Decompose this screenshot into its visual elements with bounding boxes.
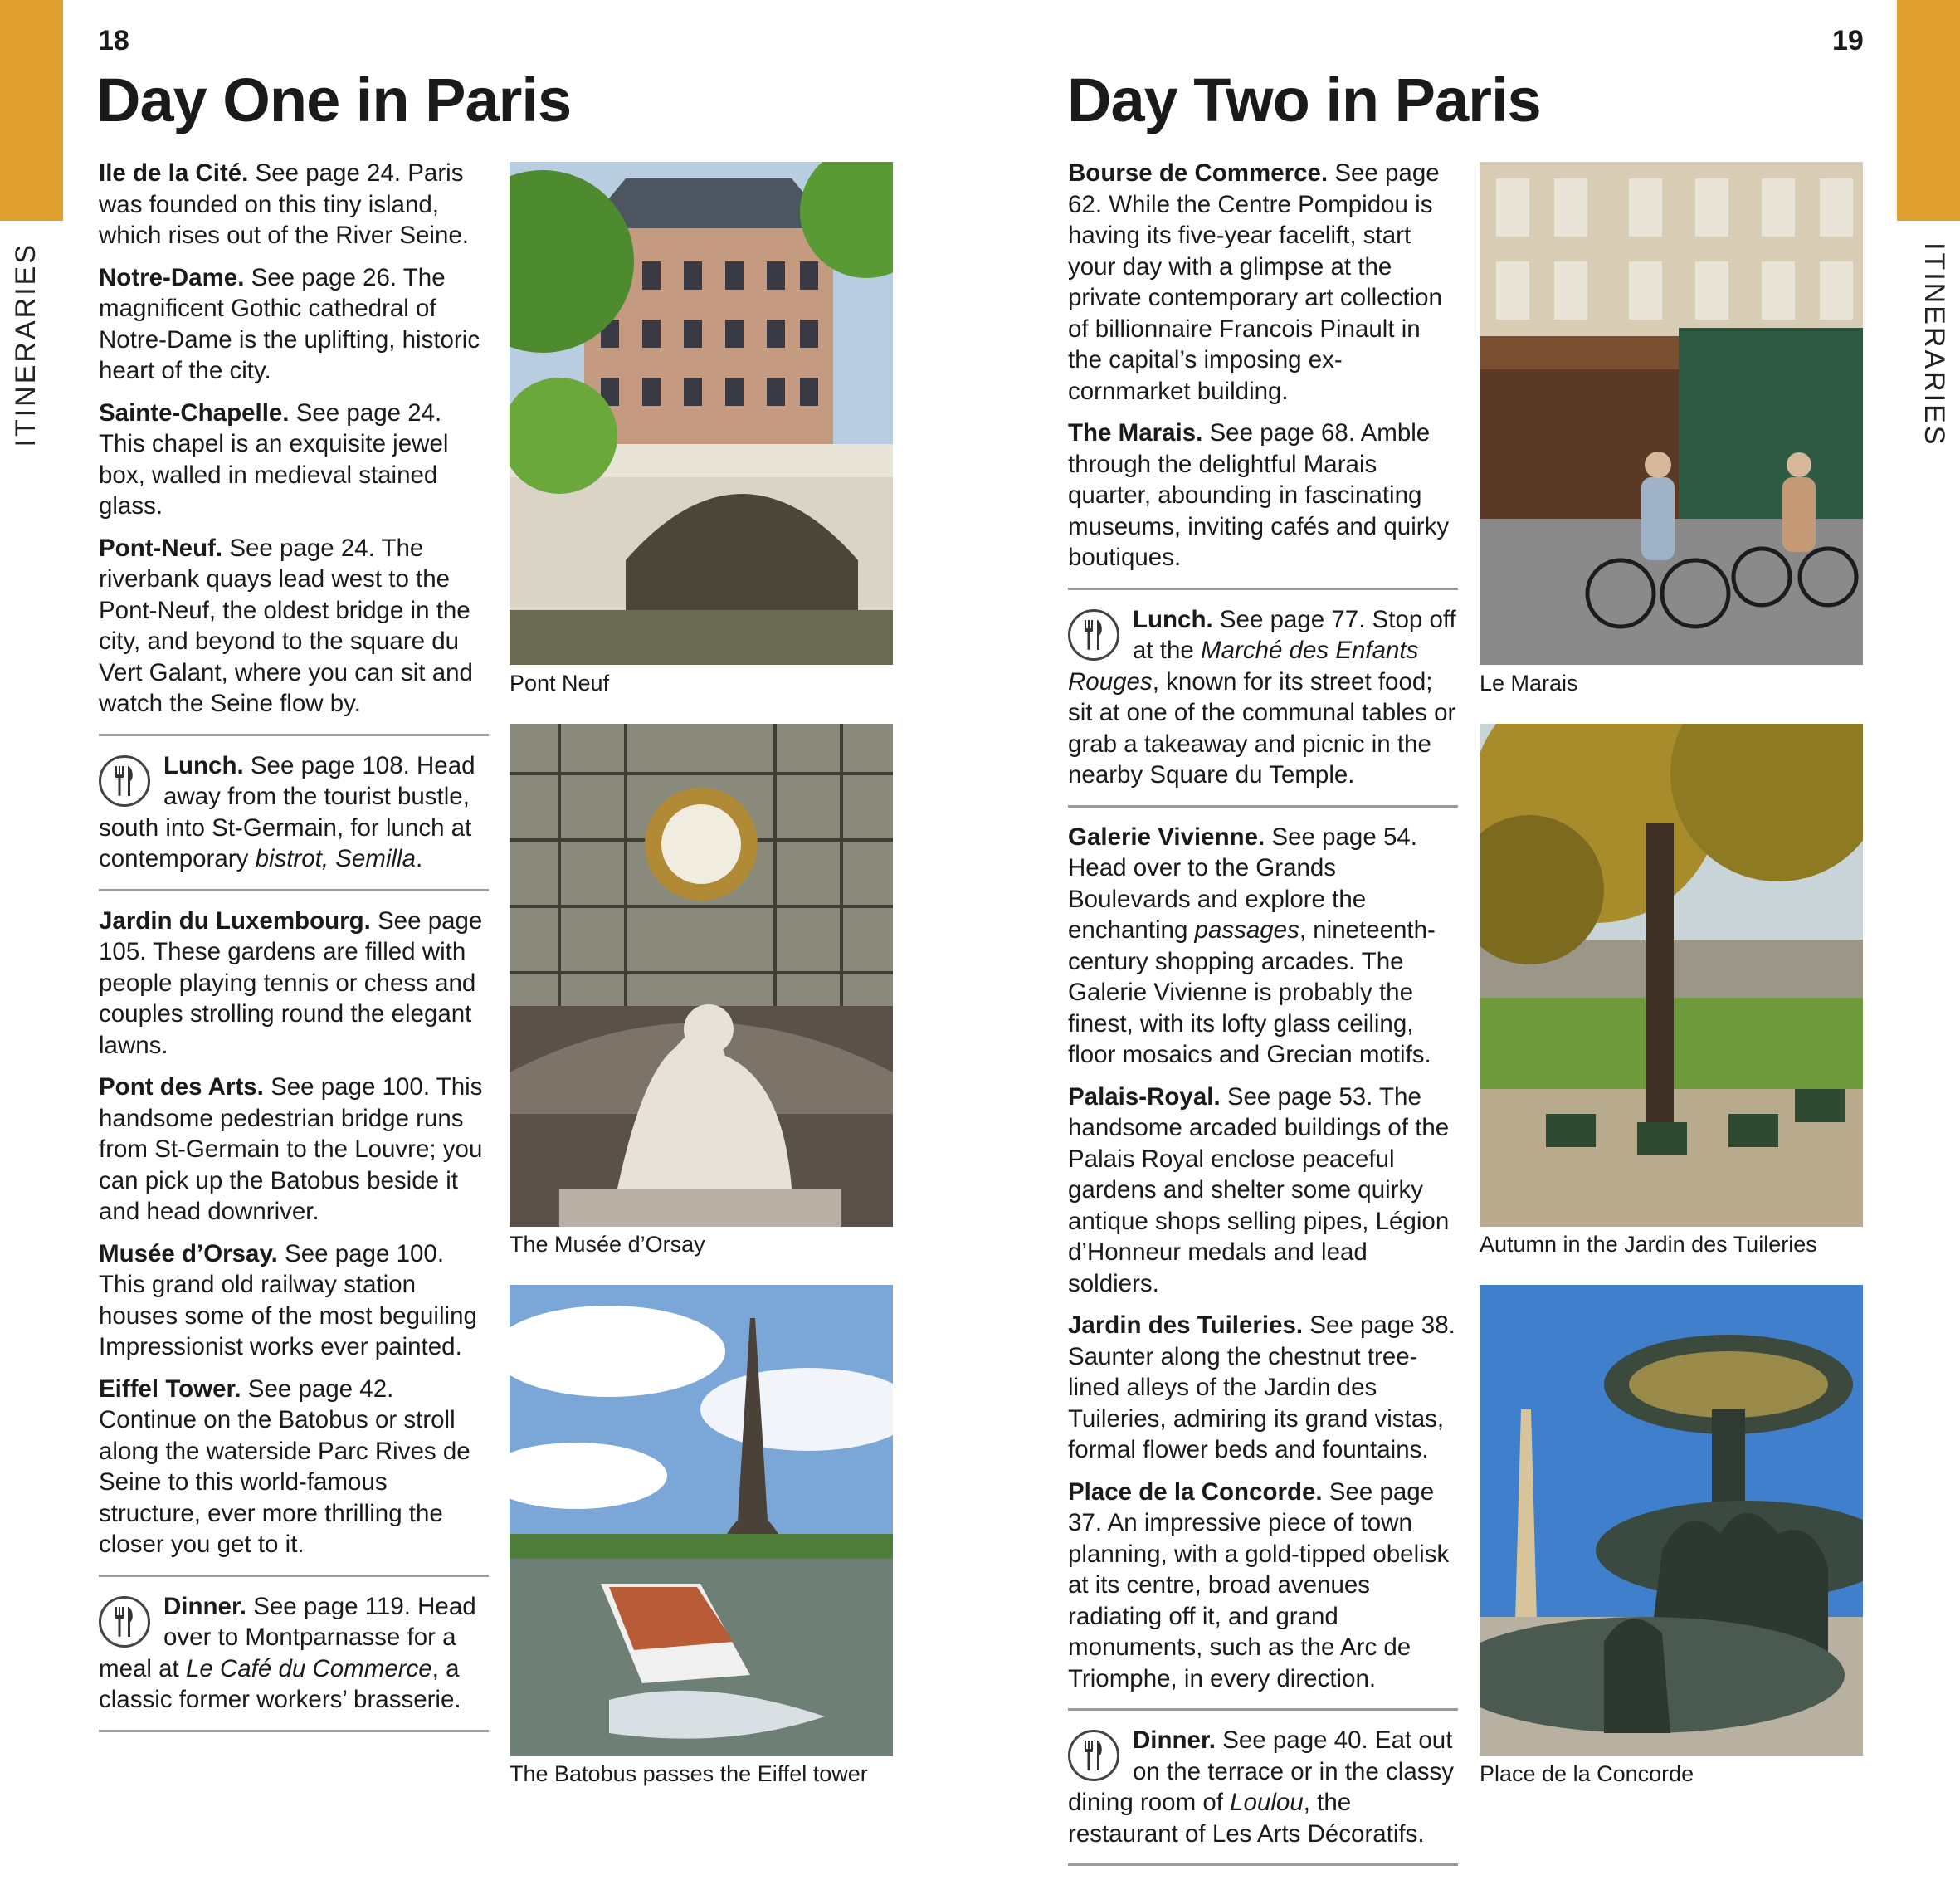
cutlery-icon xyxy=(1068,609,1119,661)
divider xyxy=(99,734,489,736)
photo-le-marais xyxy=(1480,162,1863,665)
lunch-box-left: Lunch. See page 108. Head away from the tourist bustle, south into St-Germain, for lunch at contemporary bistrot, Semilla. xyxy=(99,751,475,872)
dinner-box-right: Dinner. See page 40. Eat out on the terrace or in the classy dining room of Loulou, the restaurant of Les Arts Décoratifs. xyxy=(1068,1726,1454,1848)
entry-bourse-de-commerce: Bourse de Commerce. See page 62. While the Centre Pompidou is having its five-year facelift, start your day with a glimpse at the private contemporary art collection of billionnaire Francois Pinault in the capital’s imposing ex-cornmarket building. xyxy=(1068,159,1442,405)
photo-place-de-la-concorde xyxy=(1480,1285,1863,1756)
caption-eiffel-batobus: The Batobus passes the Eiffel tower xyxy=(510,1761,868,1786)
caption-jardin-des-tuileries: Autumn in the Jardin des Tuileries xyxy=(1480,1232,1817,1257)
entry-musee-dorsay: Musée d’Orsay. See page 100. This grand old railway station houses some of the most beguiling Impressionist works ever painted. xyxy=(99,1239,477,1360)
entry-jardin-du-luxembourg: Jardin du Luxembourg. See page 105. These gardens are filled with people playing tennis or chess and couples strolling round the elegant lawns. xyxy=(99,906,483,1059)
divider xyxy=(99,1730,489,1732)
photo-eiffel-batobus xyxy=(510,1285,893,1756)
section-tab-left xyxy=(0,0,63,221)
divider xyxy=(1068,588,1458,590)
page-title-left: Day One in Paris xyxy=(96,66,572,134)
entry-galerie-vivienne: Galerie Vivienne. See page 54. Head over to the Grands Boulevards and explore the enchanting passages, nineteenth-century shopping arcades. The Galerie Vivienne is probably the finest, with its lofty glass ceiling, floor mosaics and Grecian motifs. xyxy=(1068,823,1436,1068)
section-tab-right xyxy=(1897,0,1960,221)
divider xyxy=(1068,805,1458,808)
page-title-right: Day Two in Paris xyxy=(1067,66,1541,134)
caption-le-marais: Le Marais xyxy=(1480,671,1578,696)
itinerary-column-left xyxy=(99,158,489,1746)
entry-palais-royal: Palais-Royal. See page 53. The handsome arcaded buildings of the Palais Royal enclose peaceful gardens and shelter some quirky antique shops selling pipes, Légion d’Honneur medals and lead soldiers. xyxy=(1068,1082,1450,1297)
section-label-right: ITINERARIES xyxy=(1919,242,1950,447)
page-number-left: 18 xyxy=(98,25,129,56)
dinner-box-left: Dinner. See page 119. Head over to Montparnasse for a meal at Le Café du Commerce, a classic former workers’ brasserie. xyxy=(99,1592,476,1713)
entry-pont-neuf: Pont-Neuf. See page 24. The riverbank quays lead west to the Pont-Neuf, the oldest bridge in the city, and beyond to the square du Vert Galant, where you can sit and watch the Seine flow by. xyxy=(99,534,473,717)
entry-jardin-des-tuileries: Jardin des Tuileries. See page 38. Saunter along the chestnut tree-lined alleys of the Jardin des Tuileries, admiring its grand vistas, formal flower beds and fountains. xyxy=(1068,1311,1455,1463)
divider xyxy=(1068,1863,1458,1866)
divider xyxy=(99,889,489,891)
divider xyxy=(99,1575,489,1577)
divider xyxy=(1068,1708,1458,1711)
photo-jardin-des-tuileries xyxy=(1480,724,1863,1227)
page-number-right: 19 xyxy=(1832,25,1864,56)
caption-musee-dorsay: The Musée d’Orsay xyxy=(510,1232,705,1257)
entry-ile-de-la-cite: Ile de la Cité. See page 24. Paris was founded on this tiny island, which rises out of the River Seine. xyxy=(99,159,469,249)
entry-the-marais: The Marais. See page 68. Amble through the delightful Marais quarter, abounding in fascinating museums, inviting cafés and quirky boutiques. xyxy=(1068,419,1450,571)
entry-sainte-chapelle: Sainte-Chapelle. See page 24. This chapel is an exquisite jewel box, walled in medieval stained glass. xyxy=(99,398,449,520)
cutlery-icon xyxy=(99,1596,150,1648)
itinerary-column-right xyxy=(1068,158,1458,1880)
caption-pont-neuf: Pont Neuf xyxy=(510,671,610,696)
cutlery-icon xyxy=(1068,1730,1119,1781)
entry-eiffel-tower: Eiffel Tower. See page 42. Continue on the Batobus or stroll along the waterside Parc Rives de Seine to this world-famous structure, ever more thrilling the closer you get to it. xyxy=(99,1375,470,1558)
entry-pont-des-arts: Pont des Arts. See page 100. This handsome pedestrian bridge runs from St-Germain to the Louvre; you can pick up the Batobus beside it and head downriver. xyxy=(99,1073,483,1225)
photo-musee-dorsay xyxy=(510,724,893,1227)
entry-notre-dame: Notre-Dame. See page 26. The magnificent Gothic cathedral of Notre-Dame is the uplifting, historic heart of the city. xyxy=(99,263,480,384)
entry-place-de-la-concorde: Place de la Concorde. See page 37. An impressive piece of town planning, with a gold-tipped obelisk at its centre, broad avenues radiating off it, and grand monuments, such as the Arc de Triomphe, in every direction. xyxy=(1068,1477,1450,1692)
cutlery-icon xyxy=(99,755,150,807)
section-label-left: ITINERARIES xyxy=(10,242,41,447)
photo-pont-neuf xyxy=(510,162,893,665)
lunch-box-right: Lunch. See page 77. Stop off at the Marché des Enfants Rouges, known for its street food; sit at one of the communal tables or grab a takeaway and picnic in the nearby Square du Temple. xyxy=(1068,605,1456,789)
caption-place-de-la-concorde: Place de la Concorde xyxy=(1480,1761,1694,1786)
